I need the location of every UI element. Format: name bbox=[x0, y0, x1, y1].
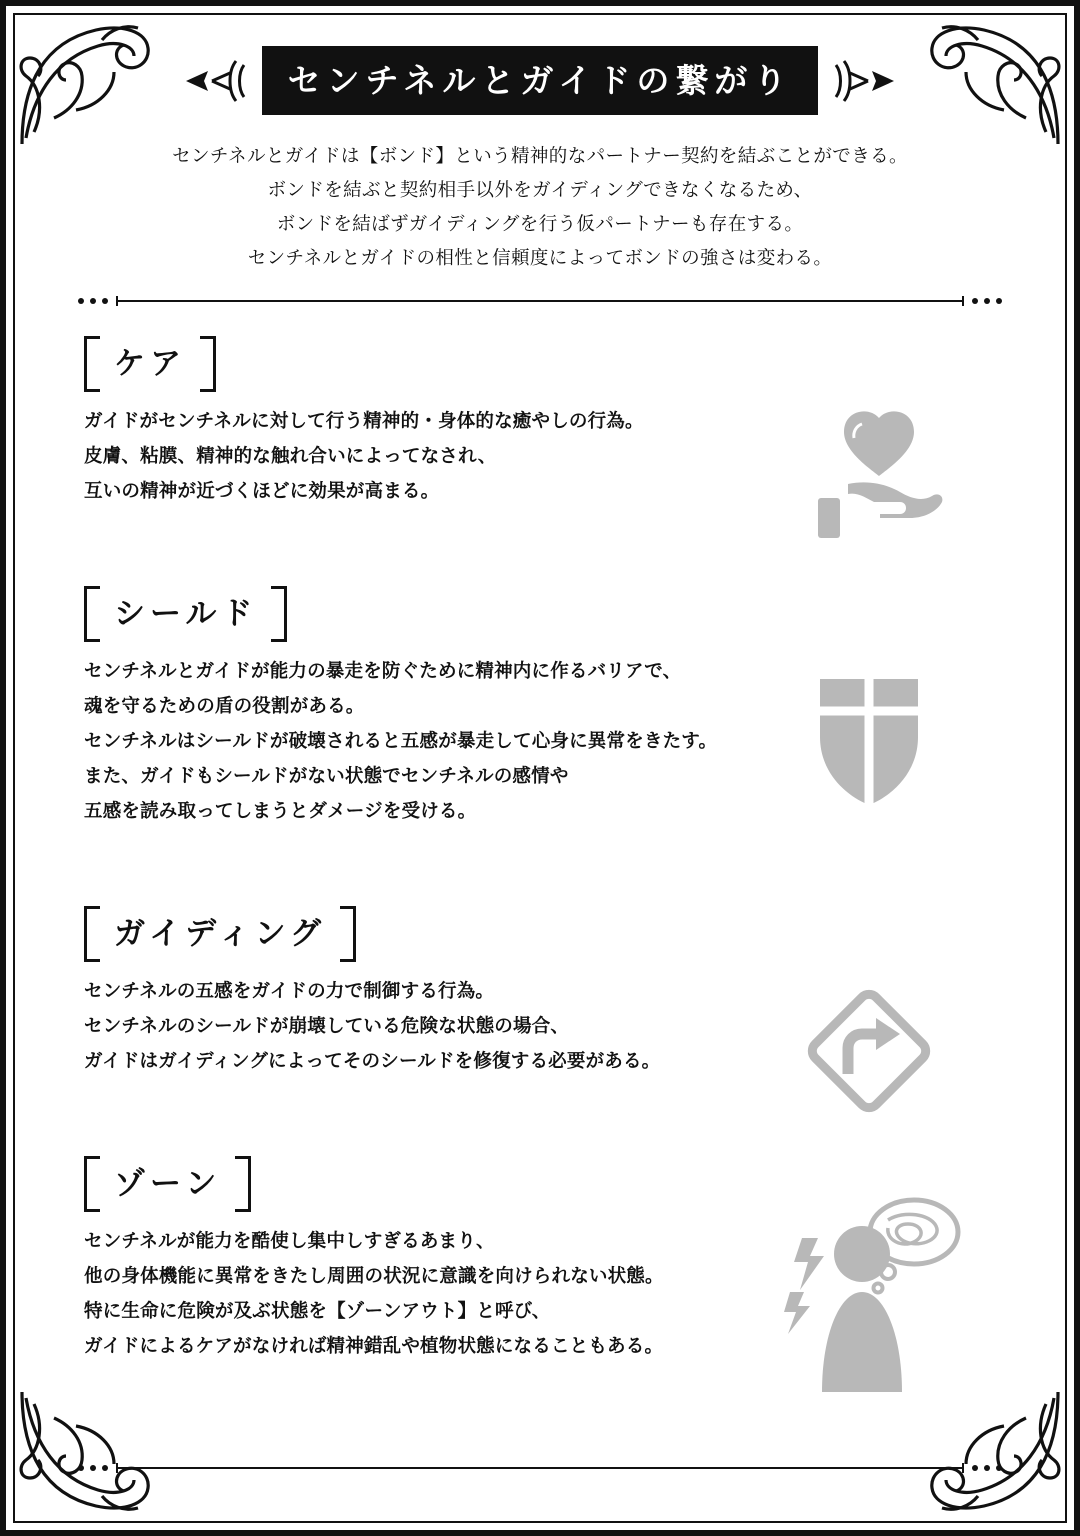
section-care-heading bbox=[84, 336, 216, 392]
hand-with-heart-icon bbox=[814, 406, 944, 546]
confused-person-icon bbox=[784, 1196, 964, 1406]
corner-ornament-bottom-left bbox=[14, 1382, 164, 1522]
section-zone-title: ゾーン bbox=[114, 1166, 222, 1202]
section-zone-heading bbox=[84, 1156, 251, 1212]
bracket-left-icon bbox=[84, 336, 100, 392]
section-zone-line-2: 他の身体機能に異常をきたし周囲の状況に意識を向けられない状態。 bbox=[84, 1266, 664, 1287]
bracket-left-icon bbox=[84, 906, 100, 962]
intro-line-4: センチネルとガイドの相性と信頼度によってボンドの強さは変わる。 bbox=[247, 248, 833, 269]
section-shield-line-2: 魂を守るための盾の役割がある。 bbox=[84, 696, 365, 717]
section-care-line-2: 皮膚、粘膜、精神的な触れ合いによってなされ、 bbox=[84, 446, 497, 467]
title-flourish-left-icon bbox=[182, 55, 252, 107]
divider-line bbox=[116, 300, 964, 302]
divider-line bbox=[116, 1467, 964, 1469]
intro-line-1: センチネルとガイドは【ボンド】という精神的なパートナー契約を結ぶことができる。 bbox=[172, 146, 908, 167]
bracket-right-icon bbox=[235, 1156, 251, 1212]
intro-paragraph bbox=[6, 140, 1074, 276]
section-shield-line-5: 五感を読み取ってしまうとダメージを受ける。 bbox=[84, 801, 477, 822]
section-zone-line-1: センチネルが能力を酷使し集中しすぎるあまり、 bbox=[84, 1231, 495, 1252]
bracket-right-icon bbox=[200, 336, 216, 392]
section-guiding-line-2: センチネルのシールドが崩壊している危険な状態の場合、 bbox=[84, 1016, 570, 1037]
divider-dots-left bbox=[78, 298, 108, 304]
title-bar bbox=[6, 46, 1074, 115]
section-shield-line-1: センチネルとガイドが能力の暴走を防ぐために精神内に作るバリアで、 bbox=[84, 661, 682, 682]
bracket-right-icon bbox=[340, 906, 356, 962]
bracket-left-icon bbox=[84, 586, 100, 642]
section-guiding-title: ガイディング bbox=[114, 916, 326, 952]
title-flourish-right-icon bbox=[828, 55, 898, 107]
section-care-line-3: 互いの精神が近づくほどに効果が高まる。 bbox=[84, 481, 440, 502]
section-shield-line-3: センチネルはシールドが破壊されると五感が暴走して心身に異常をきたす。 bbox=[84, 731, 718, 752]
divider-top bbox=[78, 294, 1002, 308]
section-shield-line-4: また、ガイドもシールドがない状態でセンチネルの感情や bbox=[84, 766, 569, 787]
turn-right-sign-icon bbox=[804, 986, 934, 1116]
divider-dots-right bbox=[972, 1465, 1002, 1471]
bracket-left-icon bbox=[84, 1156, 100, 1212]
section-care-line-1: ガイドがセンチネルに対して行う精神的・身体的な癒やしの行為。 bbox=[84, 411, 644, 432]
section-guiding-heading bbox=[84, 906, 356, 962]
section-shield-heading bbox=[84, 586, 287, 642]
divider-bottom bbox=[78, 1461, 1002, 1475]
section-shield-title: シールド bbox=[114, 596, 258, 632]
section-zone-line-3: 特に生命に危険が及ぶ状態を【ゾーンアウト】と呼び、 bbox=[84, 1301, 551, 1322]
page-title: センチネルとガイドの繋がり bbox=[262, 46, 819, 115]
section-guiding-line-3: ガイドはガイディングによってそのシールドを修復する必要がある。 bbox=[84, 1051, 661, 1072]
intro-line-2: ボンドを結ぶと契約相手以外をガイディングできなくなるため、 bbox=[267, 180, 813, 201]
section-care-title: ケア bbox=[114, 346, 186, 382]
section-zone-line-4: ガイドによるケアがなければ精神錯乱や植物状態になることもある。 bbox=[84, 1336, 664, 1357]
shield-icon bbox=[814, 671, 924, 811]
bracket-right-icon bbox=[271, 586, 287, 642]
divider-dots-right bbox=[972, 298, 1002, 304]
divider-dots-left bbox=[78, 1465, 108, 1471]
section-guiding-line-1: センチネルの五感をガイドの力で制御する行為。 bbox=[84, 981, 495, 1002]
intro-line-3: ボンドを結ばずガイディングを行う仮パートナーも存在する。 bbox=[276, 214, 804, 235]
